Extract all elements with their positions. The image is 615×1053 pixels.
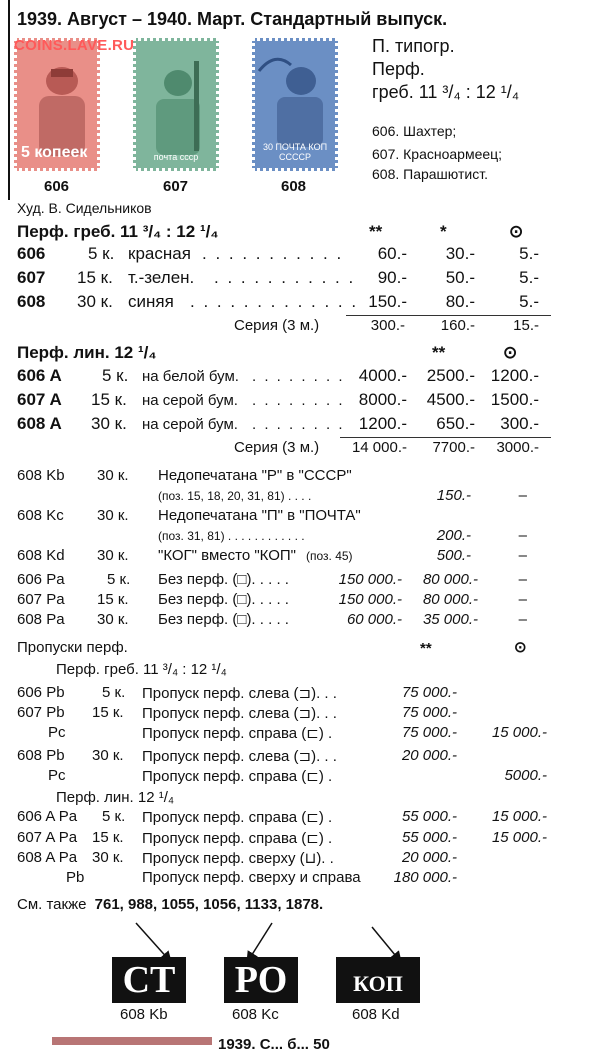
variety-description: Пропуск перф. справа (⊏) . bbox=[142, 768, 333, 785]
stamp-value-label: 5 копеек bbox=[21, 144, 88, 161]
price-used: – bbox=[518, 591, 527, 608]
col-header-mint: ** bbox=[420, 640, 432, 657]
variety-description: "КОГ" вместо "КОП" bbox=[158, 547, 297, 564]
stamp-number: 607 A bbox=[17, 390, 62, 409]
variety-number: 606 Pa bbox=[17, 571, 65, 588]
price-mint: 60 000.- bbox=[346, 611, 402, 628]
price-hinged: 4500.- bbox=[426, 390, 475, 409]
face-value: 30 к. bbox=[97, 467, 129, 484]
face-value: 15 к. bbox=[97, 591, 129, 608]
variety-description: Без перф. (□). . . . . bbox=[158, 571, 289, 588]
variety-description: Пропуск перф. справа (⊏) . bbox=[142, 830, 333, 847]
next-section-partial: 1939. С... б... 50 bbox=[218, 1036, 330, 1053]
price-mint: 150 000.- bbox=[338, 591, 402, 608]
variety-positions: (поз. 45) bbox=[306, 549, 353, 563]
left-margin-rule bbox=[8, 0, 10, 200]
zoom-detail-kb: СТ bbox=[112, 957, 186, 1003]
paper-type: на белой бум. bbox=[142, 368, 239, 385]
section-heading-missing-perf: Пропуски перф. bbox=[17, 639, 128, 656]
variety-number: 607 Pb bbox=[17, 704, 65, 721]
stamp-number: 606 A bbox=[17, 366, 62, 385]
arrow-icon bbox=[248, 923, 272, 961]
description-606: 606. Шахтер; bbox=[372, 123, 457, 139]
face-value: 30 к. bbox=[97, 507, 129, 524]
price-used: 1200.- bbox=[490, 366, 539, 385]
artist-credit: Худ. В. Сидельников bbox=[17, 200, 152, 216]
price-used: 5000.- bbox=[504, 767, 547, 784]
face-value: 5 к. bbox=[102, 366, 129, 385]
price-hinged: 80 000.- bbox=[422, 571, 478, 588]
stamp-image-606 bbox=[14, 38, 100, 171]
leader-dots: . . . . . . . . bbox=[252, 392, 345, 409]
price-hinged: 30.- bbox=[445, 244, 475, 263]
col-header-hinged: * bbox=[440, 222, 447, 241]
price-used: – bbox=[518, 571, 527, 588]
price-mint: 20 000.- bbox=[401, 747, 457, 764]
subsection-line: Перф. лин. 12 ¹/₄ bbox=[56, 789, 175, 806]
face-value: 5 к. bbox=[107, 571, 131, 588]
price-mint: 500.- bbox=[436, 547, 471, 564]
variety-description: Пропуск перф. сверху и справа bbox=[142, 869, 361, 886]
variety-number: Pc bbox=[48, 724, 66, 741]
face-value: 30 к. bbox=[92, 747, 124, 764]
price-mint: 55 000.- bbox=[401, 808, 457, 825]
page-title: 1939. Август – 1940. Март. Стандартный выпуск. bbox=[17, 9, 448, 29]
variety-description: Без перф. (□). . . . . bbox=[158, 591, 289, 608]
price-mint: 180 000.- bbox=[393, 869, 457, 886]
perforation-gauge: греб. 11 ³/₄ : 12 ¹/₄ bbox=[372, 82, 520, 102]
price-mint: 150.- bbox=[436, 487, 471, 504]
stamp-value-label: 30 ПОЧТА КОП ССССР bbox=[262, 142, 328, 162]
face-value: 5 к. bbox=[102, 808, 126, 825]
pointer-arrows bbox=[0, 915, 615, 965]
arrow-icon bbox=[136, 923, 170, 961]
paper-type: на серой бум. bbox=[142, 416, 238, 433]
soldier-figure-icon bbox=[136, 41, 216, 168]
stamp-caption-608: 608 bbox=[281, 178, 307, 195]
price-used: – bbox=[518, 547, 527, 564]
stamp-number: 606 bbox=[17, 244, 46, 263]
series-price-mint: 300.- bbox=[370, 317, 405, 334]
variety-number: 608 Kc bbox=[17, 507, 64, 524]
price-used: 5.- bbox=[519, 268, 539, 287]
price-mint: 1200.- bbox=[358, 414, 407, 433]
variety-number: 607 Pa bbox=[17, 591, 65, 608]
price-used: 300.- bbox=[500, 414, 539, 433]
variety-positions: (поз. 31, 81) . . . . . . . . . . . . bbox=[158, 529, 305, 543]
face-value: 15 к. bbox=[92, 829, 124, 846]
price-hinged: 35 000.- bbox=[422, 611, 478, 628]
price-used: 5.- bbox=[519, 244, 539, 263]
leader-dots: . . . . . . . . bbox=[252, 368, 345, 385]
variety-description: Пропуск перф. справа (⊏) . bbox=[142, 725, 333, 742]
variety-description: Недопечатана "П" в "ПОЧТА" bbox=[158, 507, 361, 524]
col-header-used: ⊙ bbox=[503, 343, 518, 362]
variety-number: Pb bbox=[66, 869, 85, 886]
leader-dots: . . . . . . . . bbox=[252, 416, 345, 433]
price-used: 1500.- bbox=[490, 390, 539, 409]
arrow-icon bbox=[372, 927, 400, 961]
series-divider bbox=[340, 437, 551, 438]
see-also bbox=[17, 896, 323, 913]
section-heading-line: Перф. лин. 12 ¹/₄ bbox=[17, 343, 157, 362]
description-607: 607. Красноармеец; bbox=[372, 146, 503, 162]
variety-number: 608 Kd bbox=[17, 547, 65, 564]
series-price-hinged: 160.- bbox=[440, 317, 475, 334]
paper-type: на серой бум. bbox=[142, 392, 238, 409]
face-value: 5 к. bbox=[88, 244, 115, 263]
face-value: 30 к. bbox=[92, 849, 124, 866]
variety-description: Пропуск перф. сверху (⊔). . bbox=[142, 850, 334, 867]
price-mint: 55 000.- bbox=[401, 829, 457, 846]
variety-description: Пропуск перф. справа (⊏) . bbox=[142, 809, 333, 826]
zoom-caption-kc: 608 Kc bbox=[232, 1006, 279, 1023]
variety-description: Пропуск перф. слева (⊐). . . bbox=[142, 685, 337, 702]
price-mint: 20 000.- bbox=[401, 849, 457, 866]
stamp-color: красная bbox=[128, 244, 191, 263]
price-hinged: 650.- bbox=[436, 414, 475, 433]
description-608: 608. Парашютист. bbox=[372, 166, 488, 182]
col-header-mint: ** bbox=[369, 222, 383, 241]
stamp-number: 608 bbox=[17, 292, 46, 311]
price-used: 15 000.- bbox=[491, 808, 547, 825]
price-mint: 150 000.- bbox=[338, 571, 402, 588]
price-mint: 75 000.- bbox=[401, 704, 457, 721]
variety-number: 607 A Pa bbox=[17, 829, 78, 846]
face-value: 30 к. bbox=[91, 414, 127, 433]
see-also-label: См. также bbox=[17, 896, 87, 913]
price-mint: 150.- bbox=[368, 292, 407, 311]
leader-dots: . . . . . . . . . . . bbox=[202, 244, 344, 263]
face-value: 15 к. bbox=[77, 268, 113, 287]
price-mint: 75 000.- bbox=[401, 684, 457, 701]
stamp-number: 608 A bbox=[17, 414, 62, 433]
variety-description: Без перф. (□). . . . . bbox=[158, 611, 289, 628]
see-also-refs: 761, 988, 1055, 1056, 1133, 1878. bbox=[94, 896, 324, 913]
variety-number: Pc bbox=[48, 767, 66, 784]
face-value: 5 к. bbox=[102, 684, 126, 701]
price-hinged: 80 000.- bbox=[422, 591, 478, 608]
series-price-used: 15.- bbox=[513, 317, 539, 334]
stamp-number: 607 bbox=[17, 268, 46, 287]
price-used: 5.- bbox=[519, 292, 539, 311]
face-value: 30 к. bbox=[97, 611, 129, 628]
subsection-comb: Перф. греб. 11 ³/₄ : 12 ¹/₄ bbox=[56, 661, 227, 678]
series-label: Серия (3 м.) bbox=[234, 439, 320, 456]
variety-description: Недопечатана "Р" в "СССР" bbox=[158, 467, 352, 484]
watermark: COINS.LAVE.RU bbox=[14, 37, 135, 54]
zoom-detail-kd: КОП bbox=[336, 957, 420, 1003]
face-value: 15 к. bbox=[91, 390, 127, 409]
zoom-caption-kb: 608 Kb bbox=[120, 1006, 168, 1023]
next-stamp-partial bbox=[52, 1037, 212, 1045]
price-used: 15 000.- bbox=[491, 829, 547, 846]
zoom-detail-kc: РО bbox=[224, 957, 298, 1003]
price-used: – bbox=[518, 611, 527, 628]
series-divider bbox=[346, 315, 551, 316]
price-used: – bbox=[518, 527, 527, 544]
stamp-caption-607: 607 bbox=[163, 178, 189, 195]
price-hinged: 50.- bbox=[445, 268, 475, 287]
price-mint: 60.- bbox=[377, 244, 407, 263]
stamp-image-607 bbox=[133, 38, 219, 171]
zoom-caption-kd: 608 Kd bbox=[352, 1006, 400, 1023]
stamp-caption-606: 606 bbox=[44, 178, 70, 195]
price-hinged: 2500.- bbox=[426, 366, 475, 385]
leader-dots: . . . . . . . . . . . . . bbox=[190, 292, 359, 311]
section-heading-comb: Перф. греб. 11 ³/₄ : 12 ¹/₄ bbox=[17, 222, 219, 241]
series-price-hinged: 7700.- bbox=[432, 439, 475, 456]
col-header-used: ⊙ bbox=[509, 222, 524, 241]
variety-number: 606 A Pa bbox=[17, 808, 78, 825]
leader-dots: . . . . . . . . . . . bbox=[214, 268, 356, 287]
face-value: 30 к. bbox=[97, 547, 129, 564]
variety-description: Пропуск перф. слева (⊐). . . bbox=[142, 748, 337, 765]
face-value: 30 к. bbox=[77, 292, 113, 311]
print-method: П. типогр. bbox=[372, 36, 455, 56]
stamp-color: синяя bbox=[128, 292, 174, 311]
series-price-mint: 14 000.- bbox=[351, 439, 407, 456]
face-value: 15 к. bbox=[92, 704, 124, 721]
price-mint: 75 000.- bbox=[401, 724, 457, 741]
variety-number: 608 A Pa bbox=[17, 849, 78, 866]
price-hinged: 80.- bbox=[445, 292, 475, 311]
col-header-mint: ** bbox=[432, 343, 446, 362]
variety-description: Пропуск перф. слева (⊐). . . bbox=[142, 705, 337, 722]
variety-number: 608 Pb bbox=[17, 747, 65, 764]
series-label: Серия (3 м.) bbox=[234, 317, 320, 334]
price-mint: 4000.- bbox=[358, 366, 407, 385]
stamp-value-label: почта ссср bbox=[153, 152, 199, 162]
series-price-used: 3000.- bbox=[496, 439, 539, 456]
price-mint: 8000.- bbox=[358, 390, 407, 409]
perforation-label: Перф. bbox=[372, 59, 425, 79]
variety-number: 608 Pa bbox=[17, 611, 65, 628]
variety-positions: (поз. 15, 18, 20, 31, 81) . . . . bbox=[158, 489, 312, 503]
variety-number: 606 Pb bbox=[17, 684, 65, 701]
price-used: 15 000.- bbox=[491, 724, 547, 741]
variety-number: 608 Kb bbox=[17, 467, 65, 484]
col-header-used: ⊙ bbox=[514, 639, 527, 656]
price-mint: 90.- bbox=[377, 268, 407, 287]
price-used: – bbox=[518, 487, 527, 504]
stamp-color: т.-зелен. bbox=[128, 268, 195, 287]
stamp-image-608 bbox=[252, 38, 338, 171]
price-mint: 200.- bbox=[436, 527, 471, 544]
